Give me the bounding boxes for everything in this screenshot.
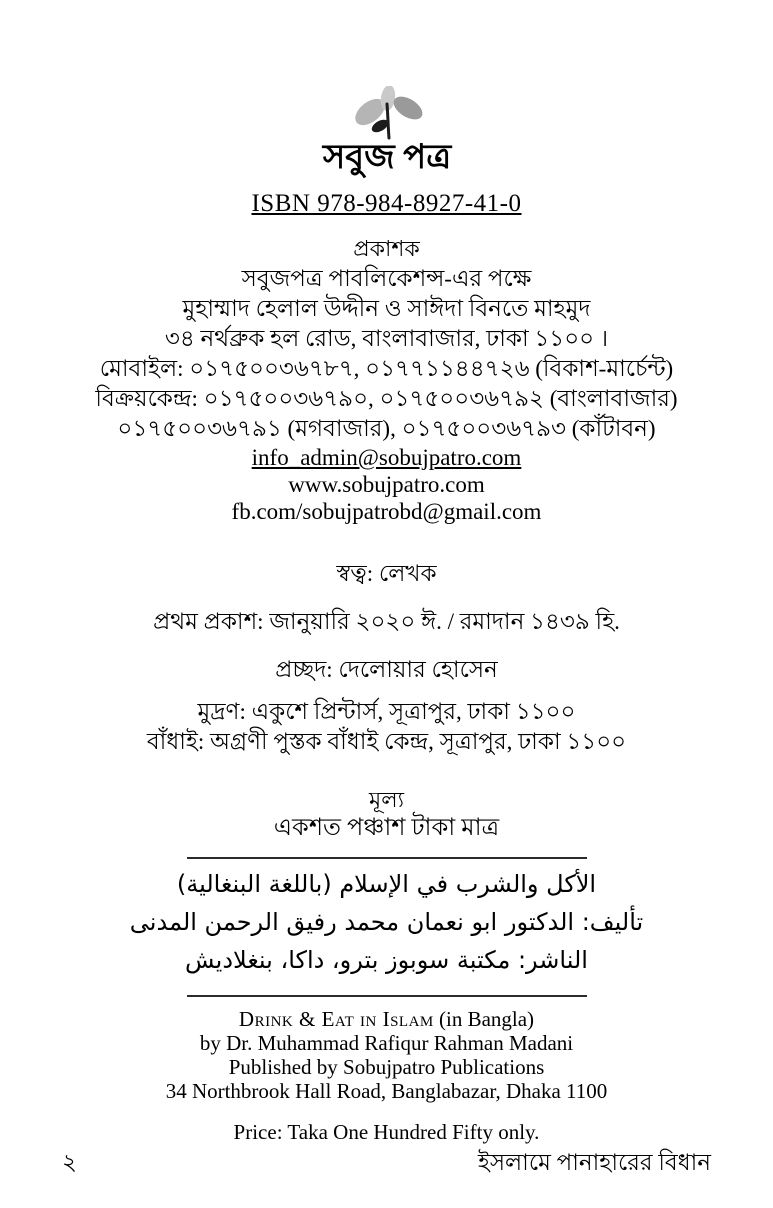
page-footer — [0, 1144, 773, 1208]
english-title-line — [166, 1007, 608, 1031]
arabic-author: تأليف: الدكتور ابو نعمان محمد رفيق الرحمن المدنى — [129, 908, 644, 936]
binding-line: বাঁধাই: অগ্রণী পুস্তক বাঁধাই কেন্দ্র, সূত্রাপুর, ঢাকা ১১০০ — [146, 729, 627, 754]
copyright-line: স্বত্ব: লেখক — [336, 561, 437, 586]
publisher-sales-line: বিক্রয়কেন্দ্র: ০১৭৫০০৩৬৭৯০, ০১৭৫০০৩৬৭৯২ (বাংলাবাজার) — [95, 386, 678, 411]
publisher-facebook: fb.com/sobujpatrobd@gmail.com — [231, 499, 542, 524]
sobujpatro-logo-icon — [292, 86, 482, 182]
publisher-heading: প্রকাশক — [353, 236, 420, 261]
publisher-address-line: ৩৪ নর্থব্রুক হল রোড, বাংলাবাজার, ঢাকা ১১০০ । — [164, 326, 609, 351]
publisher-website: www.sobujpatro.com — [288, 472, 485, 497]
price-value: একশত পঞ্চাশ টাকা মাত্র — [273, 815, 500, 841]
publisher-line: মুহাম্মাদ হেলাল উদ্দীন ও সাঈদা বিনতে মাহমুদ — [182, 296, 591, 321]
arabic-publisher: الناشر: مكتبة سوبوز بترو، داكا، بنغلاديش — [185, 946, 588, 974]
publisher-email: info_admin@sobujpatro.com — [251, 445, 522, 470]
first-publication-line: প্রথম প্রকাশ: জানুয়ারি ২০২০ ঈ. / রমাদান ১৪৩৯ হি. — [153, 609, 620, 634]
isbn-line: ISBN 978-984-8927-41-0 — [251, 190, 522, 217]
price-heading: মূল্য — [368, 787, 404, 812]
english-price: Price: Taka One Hundred Fifty only. — [233, 1120, 540, 1144]
english-author: by Dr. Muhammad Rafiqur Rahman Madani — [199, 1031, 574, 1055]
arabic-block — [130, 859, 643, 981]
english-title-suffix: (in Bangla) — [433, 1007, 535, 1031]
publisher-line: সবুজপত্র পাবলিকেশন্স-এর পক্ষে — [241, 266, 532, 291]
running-title: ইসলামে পানাহারের বিধান — [477, 1150, 711, 1175]
leaf-right — [389, 92, 426, 124]
divider-bottom — [187, 995, 587, 997]
publisher-logo — [292, 86, 482, 182]
english-address: 34 Northbrook Hall Road, Banglabazar, Dhaka 1100 — [165, 1079, 608, 1103]
page-number: ২ — [62, 1150, 77, 1175]
price-block — [274, 757, 499, 843]
printing-line: মুদ্রণ: একুশে প্রিন্টার্স, সূত্রাপুর, ঢাকা ১১০০ — [197, 699, 576, 724]
arabic-title: الأكل والشرب في الإسلام (باللغة البنغالية) — [176, 870, 597, 898]
publisher-sales-line-2: ০১৭৫০০৩৬৭৯১ (মগবাজার), ০১৭৫০০৩৬৭৯৩ (কাঁটাবন) — [117, 416, 656, 441]
logo-wordmark: সবুজ পত্র — [322, 139, 451, 176]
printing-block — [147, 697, 626, 757]
english-block — [166, 1007, 608, 1144]
cover-designer-line: প্রচ্ছদ: দেলোয়ার হোসেন — [275, 657, 498, 682]
english-publisher: Published by Sobujpatro Publications — [228, 1055, 545, 1079]
publisher-mobile-line: মোবাইল: ০১৭৫০০৩৬৭৮৭, ০১৭৭১১৪৪৭২৬ (বিকাশ-মার্চেন্ট) — [99, 356, 674, 381]
publisher-block — [95, 234, 677, 525]
stem — [387, 104, 389, 138]
english-title: Drink & Eat in Islam — [238, 1007, 434, 1031]
